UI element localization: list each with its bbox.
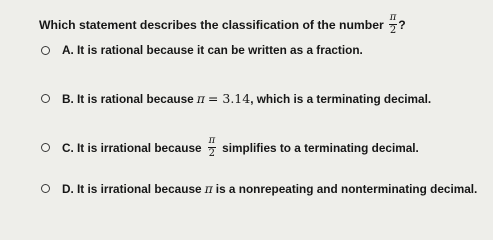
question-prefix: Which statement describes the classification of the number bbox=[39, 17, 384, 32]
option-text-after: simplifies to a terminating decimal. bbox=[222, 140, 419, 155]
option-letter: D. bbox=[62, 181, 74, 196]
answer-option-c[interactable] bbox=[41, 136, 419, 159]
radio-button-b[interactable] bbox=[41, 94, 50, 103]
option-text-before: It is rational because bbox=[77, 91, 194, 106]
option-letter: B. bbox=[62, 91, 74, 106]
radio-button-a[interactable] bbox=[41, 46, 50, 55]
math-equation: = 3.14 bbox=[207, 91, 251, 106]
answer-option-a[interactable] bbox=[41, 43, 363, 57]
fraction-denominator: 2 bbox=[208, 148, 216, 159]
radio-button-c[interactable] bbox=[41, 143, 50, 152]
answer-option-b[interactable] bbox=[41, 91, 431, 106]
fraction-denominator: 2 bbox=[389, 25, 397, 36]
question-text bbox=[39, 13, 406, 36]
option-text: It is rational because it can be written as a fraction. bbox=[77, 43, 363, 57]
answer-option-d[interactable] bbox=[41, 181, 477, 196]
option-letter: A. bbox=[62, 43, 74, 57]
question-fraction bbox=[389, 13, 398, 36]
option-text-after: is a nonrepeating and nonterminating decimal. bbox=[215, 181, 478, 196]
question-suffix: ? bbox=[398, 17, 406, 32]
option-letter: C. bbox=[62, 140, 74, 155]
math-pi: π bbox=[204, 181, 213, 196]
fraction-numerator: π bbox=[208, 135, 216, 146]
option-text-after: , which is a terminating decimal. bbox=[250, 91, 432, 106]
option-text-before: It is irrational because bbox=[77, 181, 202, 196]
option-fraction bbox=[208, 136, 217, 159]
option-text-before: It is irrational because bbox=[77, 140, 202, 155]
radio-button-d[interactable] bbox=[41, 184, 50, 193]
math-pi: π bbox=[196, 91, 205, 106]
fraction-numerator: π bbox=[389, 12, 397, 23]
